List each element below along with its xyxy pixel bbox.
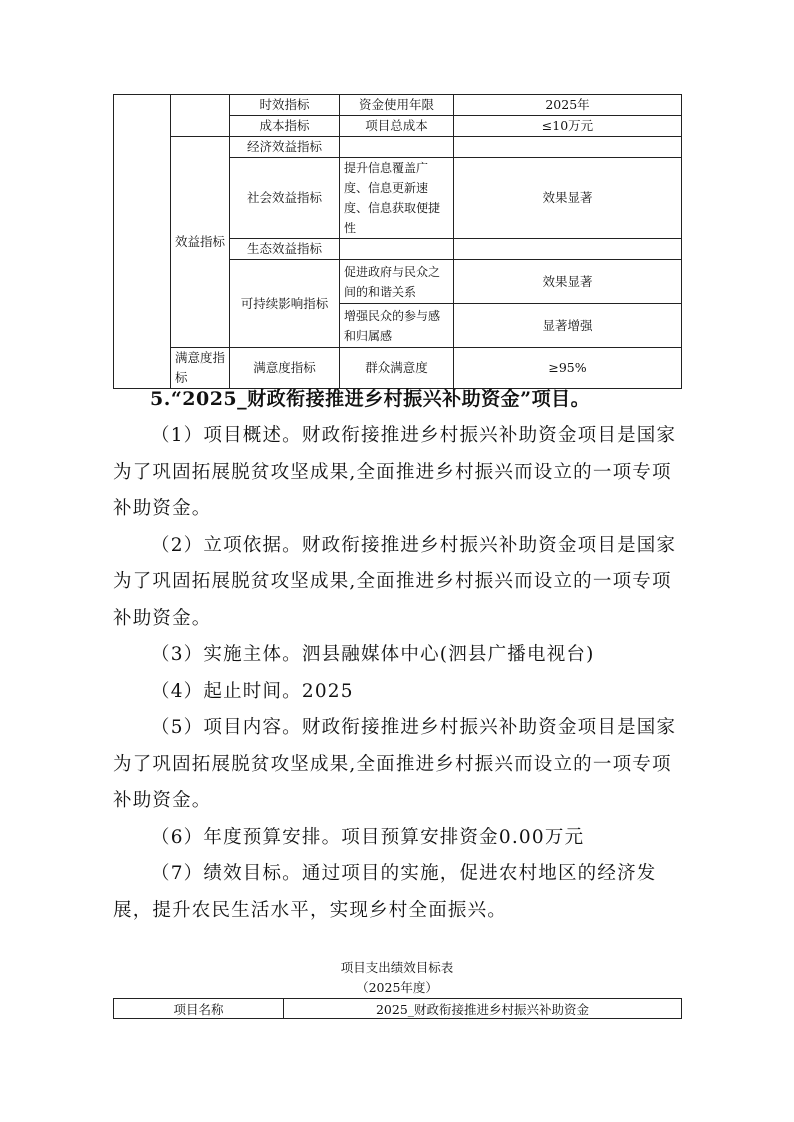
indicator-name: 促进政府与民众之间的和谐关系 [340, 260, 454, 304]
indicator-name: 资金使用年限 [340, 95, 454, 116]
sustainable-indicator-label: 可持续影响指标 [230, 260, 340, 348]
indicator-level3: 成本指标 [230, 116, 340, 137]
table-title: 项目支出绩效目标表 [340, 960, 454, 975]
indicator-level3: 满意度指标 [230, 348, 340, 389]
paragraph-period: （4）起止时间。2025 [151, 680, 354, 702]
indicator-value: 显著增强 [454, 304, 682, 348]
indicator-name [340, 239, 454, 260]
paragraph-basis: （2）立项依据。财政衔接推进乡村振兴补助资金项目是国家为了巩固拓展脱贫攻坚成果,全面推进乡村振兴而设立的一项专项补助资金。 [113, 534, 677, 629]
indicator-value [454, 239, 682, 260]
indicator-level3: 经济效益指标 [230, 137, 340, 158]
indicator-value: ≤10万元 [454, 116, 682, 137]
indicator-name: 增强民众的参与感和归属感 [340, 304, 454, 348]
indicator-value: 效果显著 [454, 260, 682, 304]
benefit-indicator-label: 效益指标 [171, 137, 230, 348]
indicator-value [454, 137, 682, 158]
paragraph-overview: （1）项目概述。财政衔接推进乡村振兴补助资金项目是国家为了巩固拓展脱贫攻坚成果,全面推进乡村振兴而设立的一项专项补助资金。 [113, 425, 677, 519]
section-body [113, 418, 685, 929]
table-subtitle: （2025年度） [356, 980, 438, 995]
performance-indicator-table [113, 94, 682, 389]
project-name-table [113, 998, 682, 1019]
section-heading: 5.“2025_财政衔接推进乡村振兴补助资金”项目。 [150, 388, 591, 410]
indicator-name: 项目总成本 [340, 116, 454, 137]
indicator-level3: 时效指标 [230, 95, 340, 116]
indicator-value: 2025年 [454, 95, 682, 116]
indicator-level3: 生态效益指标 [230, 239, 340, 260]
blank-level1-cell [114, 95, 171, 389]
project-name-value: 2025_财政衔接推进乡村振兴补助资金 [284, 999, 682, 1019]
indicator-value: 效果显著 [454, 158, 682, 239]
blank-level2-cell [171, 95, 230, 137]
indicator-name [340, 137, 454, 158]
satisfaction-indicator-label: 满意度指标 [171, 348, 230, 389]
indicator-level3: 社会效益指标 [230, 158, 340, 239]
paragraph-implementer: （3）实施主体。泗县融媒体中心(泗县广播电视台) [151, 644, 595, 665]
paragraph-budget: （6）年度预算安排。项目预算安排资金0.00万元 [151, 826, 585, 848]
project-name-label: 项目名称 [114, 999, 284, 1019]
indicator-name: 群众满意度 [340, 348, 454, 389]
paragraph-goal: （7）绩效目标。通过项目的实施，促进农村地区的经济发展，提升农民生活水平，实现乡村全面振兴。 [113, 863, 657, 921]
indicator-value: ≥95% [454, 348, 682, 389]
paragraph-content: （5）项目内容。财政衔接推进乡村振兴补助资金项目是国家为了巩固拓展脱贫攻坚成果,全面推进乡村振兴而设立的一项专项补助资金。 [113, 717, 677, 811]
indicator-name: 提升信息覆盖广度、信息更新速度、信息获取便捷性 [340, 158, 454, 239]
